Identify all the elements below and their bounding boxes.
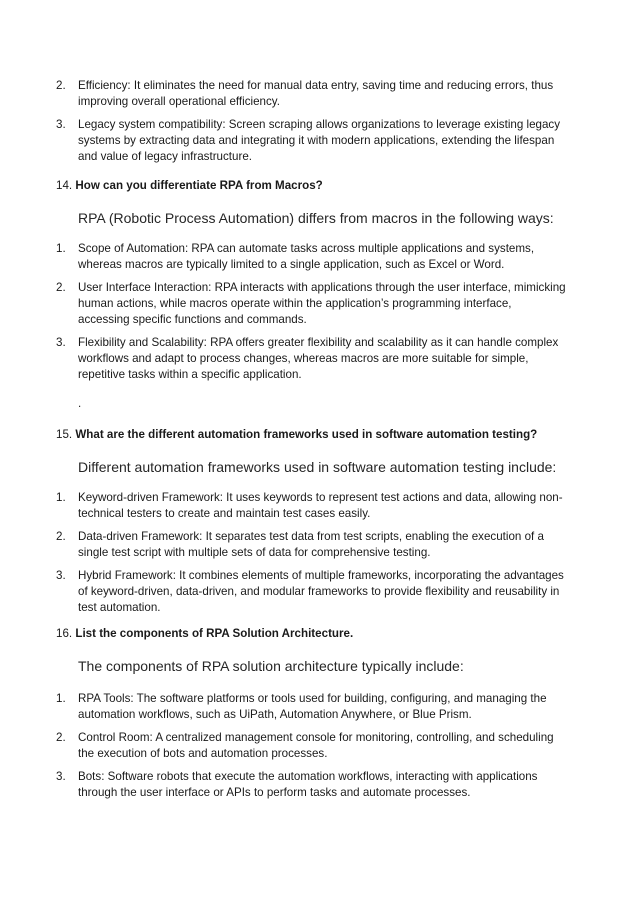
question-16-heading — [56, 626, 586, 642]
question-15-list — [56, 490, 566, 623]
list-item-number: 1. — [56, 692, 66, 705]
question-14-list — [56, 241, 566, 390]
list-item-text: Flexibility and Scalability: RPA offers greater flexibility and scalability as it can handle complex workflows and adapt to process changes, whereas macros are more suitable for simple, repetitive tasks within a specific application. — [78, 336, 559, 381]
list-item — [56, 568, 566, 616]
list-item-text: Bots: Software robots that execute the automation workflows, interacting with applications through the user interface or APIs to perform tasks and automate processes. — [78, 770, 538, 799]
list-item-number: 3. — [56, 770, 66, 783]
list-item-text: Hybrid Framework: It combines elements of multiple frameworks, incorporating the advantages of keyword-driven, data-driven, and modular frameworks to provide flexibility and reusability in test automation. — [78, 569, 564, 614]
list-continued — [56, 78, 566, 172]
question-text: What are the different automation frameworks used in software automation testing? — [75, 428, 538, 441]
list-item — [56, 490, 566, 522]
list-item — [56, 691, 566, 723]
list-item — [56, 335, 566, 383]
list-item-number: 1. — [56, 242, 66, 255]
list-item — [56, 769, 566, 801]
list-item — [56, 78, 566, 110]
list-item-text: User Interface Interaction: RPA interacts with applications through the user interface, mimicking human actions, while macros operate within the application’s programming interface, accessing specific functions and commands. — [78, 281, 566, 326]
list-item-number: 2. — [56, 731, 66, 744]
question-14-intro: RPA (Robotic Process Automation) differs from macros in the following ways: — [78, 210, 554, 226]
list-item — [56, 529, 566, 561]
list-item — [56, 117, 566, 165]
list-item-text: RPA Tools: The software platforms or tools used for building, configuring, and managing the automation workflows, such as UiPath, Automation Anywhere, or Blue Prism. — [78, 692, 547, 721]
list-item-number: 2. — [56, 281, 66, 294]
question-number: 16. — [56, 627, 73, 640]
list-item-number: 1. — [56, 491, 66, 504]
list-item-text: Scope of Automation: RPA can automate tasks across multiple applications and systems, whereas macros are typically limited to a single application, such as Excel or Word. — [78, 242, 535, 271]
question-text: How can you differentiate RPA from Macros? — [75, 179, 323, 192]
list-item-number: 3. — [56, 336, 66, 349]
question-number: 15. — [56, 428, 73, 441]
question-number: 14. — [56, 179, 73, 192]
question-16-intro: The components of RPA solution architecture typically include: — [78, 658, 464, 674]
list-item — [56, 730, 566, 762]
list-item-text: Control Room: A centralized management console for monitoring, controlling, and scheduling the execution of bots and automation processes. — [78, 731, 554, 760]
list-item-text: Keyword-driven Framework: It uses keywords to represent test actions and data, allowing non-technical testers to create and maintain test cases easily. — [78, 491, 563, 520]
question-15-heading — [56, 427, 586, 443]
list-item-number: 3. — [56, 569, 66, 582]
list-item-text: Legacy system compatibility: Screen scraping allows organizations to leverage existing legacy systems by extracting data and integrating it with modern applications, extending the lifespan and value of legacy infrastructure. — [78, 118, 561, 163]
stray-period: . — [78, 397, 82, 410]
list-item-text: Efficiency: It eliminates the need for manual data entry, saving time and reducing errors, thus improving overall operational efficiency. — [78, 79, 554, 108]
list-item-number: 2. — [56, 530, 66, 543]
list-item — [56, 241, 566, 273]
question-14-heading — [56, 178, 586, 194]
question-15-intro: Different automation frameworks used in software automation testing include: — [78, 459, 557, 475]
list-item-number: 2. — [56, 79, 66, 92]
list-item-text: Data-driven Framework: It separates test data from test scripts, enabling the execution of a single test script with multiple sets of data for comprehensive testing. — [78, 530, 544, 559]
list-item-number: 3. — [56, 118, 66, 131]
question-16-list — [56, 691, 566, 808]
question-text: List the components of RPA Solution Architecture. — [75, 627, 354, 640]
list-item — [56, 280, 566, 328]
